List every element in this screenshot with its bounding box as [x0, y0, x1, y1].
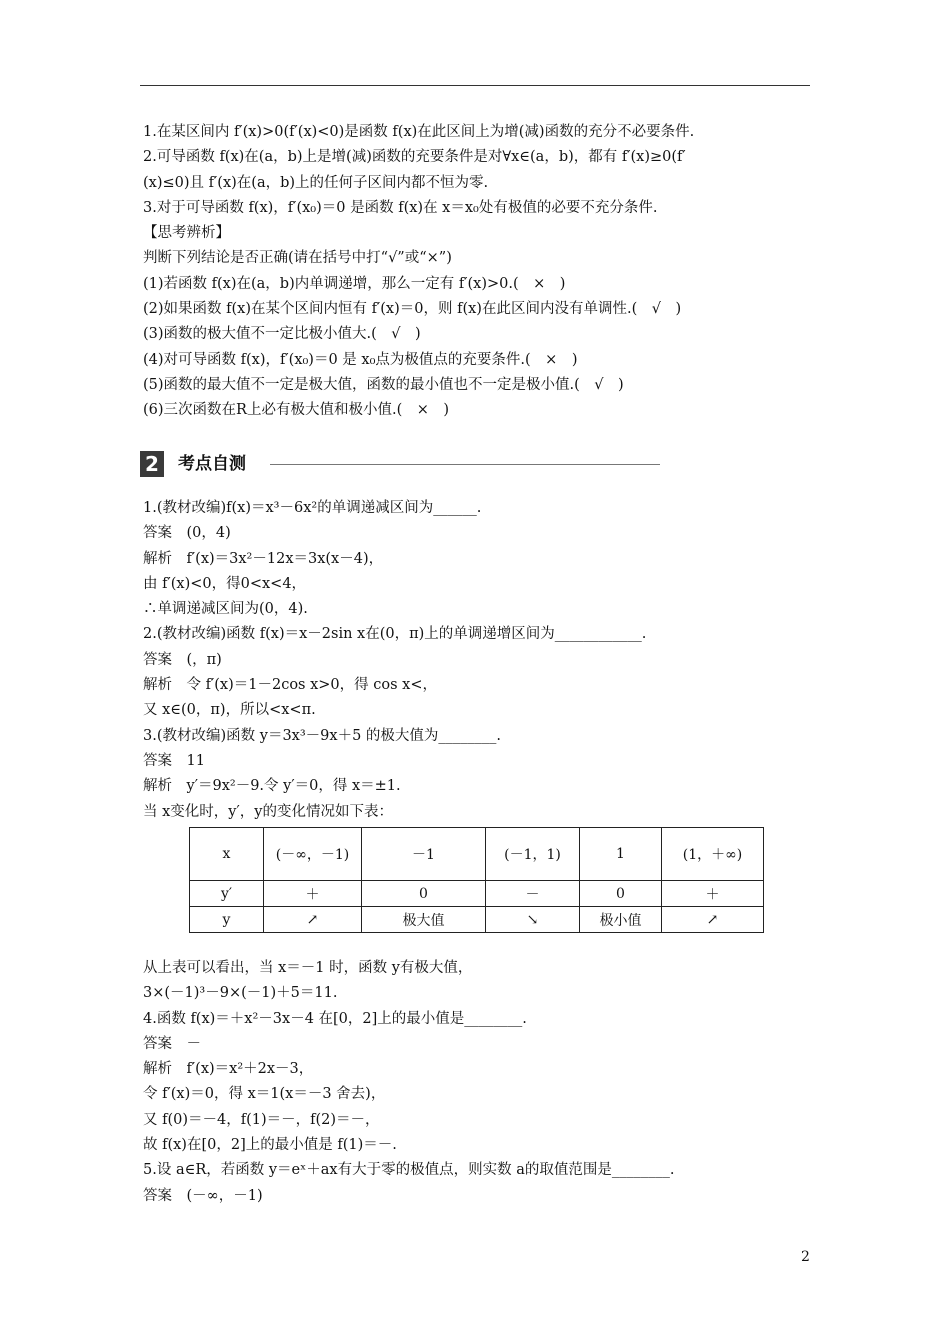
text-line: 3.对于可导函数 f(x)，f′(x₀)＝0 是函数 f(x)在 x＝x₀处有极值的必要不充分条件.	[143, 199, 658, 216]
text-line: (3)函数的极大值不一定比极小值大.( √ )	[143, 326, 421, 343]
text-line: 答案 (0，4)	[143, 525, 231, 542]
section-header	[140, 451, 525, 477]
text-line: 5.设 a∈R，若函数 y＝eˣ＋ax有大于零的极值点，则实数 a的取值范围是________.	[143, 1162, 675, 1179]
text-line: 解析 f′(x)＝x²＋2x－3，	[143, 1061, 314, 1078]
section-number: 2	[140, 451, 164, 477]
text-line: 由 f′(x)<0，得0<x<4，	[143, 575, 307, 592]
text-line: 1.(教材改编)f(x)＝x³－6x²的单调递减区间为______.	[143, 500, 482, 516]
self-test-items-continued	[143, 956, 813, 1209]
text-line: ∴单调递减区间为(0，4).	[143, 601, 308, 618]
text-line: (4)对可导函数 f(x)，f′(x₀)＝0 是 x₀点为极值点的充要条件.( × )	[143, 351, 578, 368]
text-line: 3.(教材改编)函数 y＝3x³－9x＋5 的极大值为________.	[143, 727, 502, 744]
section-title: 考点自测	[178, 454, 246, 474]
table-cell: ↗	[264, 907, 362, 933]
variation-table	[189, 827, 764, 933]
table-cell: x	[190, 828, 264, 881]
text-line: 3×(－1)³－9×(－1)＋5＝11.	[143, 985, 338, 1002]
subheading: 【思考辨析】	[143, 225, 230, 242]
table-cell: ＋	[264, 881, 362, 907]
text-line: 解析 y′＝9x²－9.令 y′＝0，得 x＝±1.	[143, 778, 401, 795]
table-row	[190, 828, 764, 881]
section-rule	[270, 464, 660, 465]
text-line: 答案 (，π)	[143, 651, 222, 668]
text-line: 又 f(0)＝－4，f(1)＝－，f(2)＝－，	[143, 1111, 380, 1128]
text-line: 答案 (－∞，－1)	[143, 1187, 263, 1204]
text-line: 从上表可以看出，当 x＝－1 时，函数 y有极大值，	[143, 960, 473, 976]
table-cell: －1	[362, 828, 486, 881]
table-cell: ↘	[486, 907, 580, 933]
table-cell: 0	[362, 881, 486, 907]
table-cell: 极大值	[362, 907, 486, 933]
table-cell: ＋	[662, 881, 764, 907]
header-rule	[140, 85, 810, 86]
table-cell: (1，＋∞)	[662, 828, 764, 881]
text-line: 4.函数 f(x)＝＋x²－3x－4 在[0，2]上的最小值是________.	[143, 1010, 527, 1027]
text-line: 2.(教材改编)函数 f(x)＝x－2sin x在(0，π)上的单调递增区间为____________.	[143, 626, 647, 643]
text-line: 答案 －	[143, 1035, 201, 1052]
table-cell: 极小值	[580, 907, 662, 933]
table-cell: y′	[190, 881, 264, 907]
page-number: 2	[801, 1249, 810, 1265]
table-cell: －	[486, 881, 580, 907]
table-cell: y	[190, 907, 264, 933]
text-line: 2.可导函数 f(x)在(a，b)上是增(减)函数的充要条件是对∀x∈(a，b)，都有 f′(x)≥0(f′	[143, 149, 686, 166]
text-line: (1)若函数 f(x)在(a，b)内单调递增，那么一定有 f′(x)>0.( × )	[143, 275, 566, 292]
table-cell: ↗	[662, 907, 764, 933]
text-line: 解析 令 f′(x)＝1－2cos x>0，得 cos x<，	[143, 677, 437, 694]
text-line: 当 x变化时，y′，y的变化情况如下表：	[143, 803, 393, 820]
table-cell: 1	[580, 828, 662, 881]
table-cell: (－1，1)	[486, 828, 580, 881]
text-line: 令 f′(x)＝0，得 x＝1(x＝－3 舍去)，	[143, 1086, 386, 1103]
text-line: 1.在某区间内 f′(x)>0(f′(x)<0)是函数 f(x)在此区间上为增(减)函数的充分不必要条件.	[143, 124, 695, 140]
text-line: 又 x∈(0，π)，所以<x<π.	[143, 702, 316, 719]
text-line: (x)≤0)且 f′(x)在(a，b)上的任何子区间内都不恒为零.	[143, 174, 489, 191]
table-row	[190, 881, 764, 907]
text-line: (2)如果函数 f(x)在某个区间内恒有 f′(x)＝0，则 f(x)在此区间内没有单调性.( √ )	[143, 301, 682, 318]
table-cell: 0	[580, 881, 662, 907]
text-line: 解析 f′(x)＝3x²－12x＝3x(x－4)，	[143, 550, 384, 567]
review-points	[143, 120, 813, 424]
text-line: 故 f(x)在[0，2]上的最小值是 f(1)＝－.	[143, 1137, 397, 1154]
text-line: 判断下列结论是否正确(请在括号中打“√”或“×”)	[143, 250, 452, 267]
text-line: (5)函数的最大值不一定是极大值，函数的最小值也不一定是极小值.( √ )	[143, 376, 624, 393]
table-cell: (－∞，－1)	[264, 828, 362, 881]
table-row	[190, 907, 764, 933]
self-test-items	[143, 496, 813, 825]
text-line: (6)三次函数在R上必有极大值和极小值.( × )	[143, 402, 450, 419]
text-line: 答案 11	[143, 752, 205, 769]
